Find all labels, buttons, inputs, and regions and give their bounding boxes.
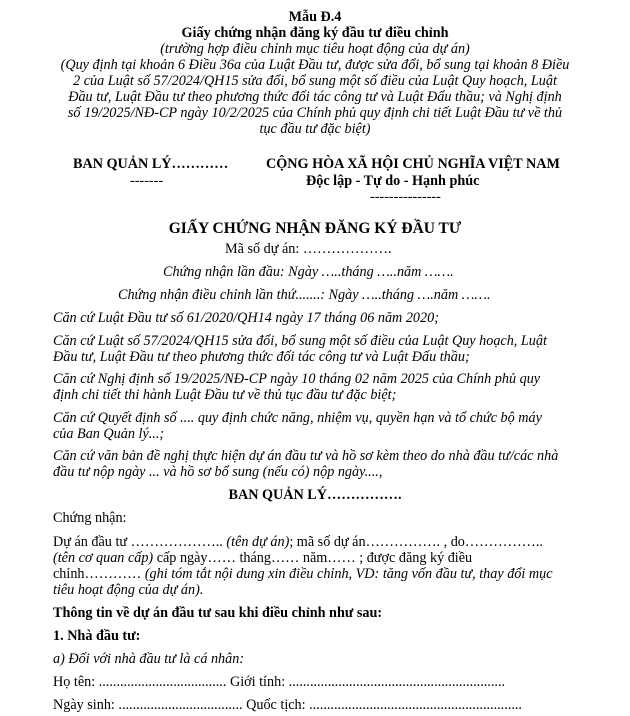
authority-heading: BAN QUẢN LÝ……………. bbox=[228, 487, 402, 503]
national-motto: Độc lập - Tự do - Hạnh phúc bbox=[306, 173, 480, 189]
body-line-2 bbox=[53, 550, 472, 567]
name-gender-field: Họ tên: .................................... Giới tính: ............................................................. bbox=[53, 674, 506, 690]
basis-decision-line-1: Căn cứ Quyết định số .... quy định chức năng, nhiệm vụ, quyền hạn và tổ chức bộ máy bbox=[53, 410, 542, 426]
info-heading: Thông tin về dự án đầu tư sau khi điều chỉnh như sau: bbox=[53, 605, 383, 621]
form-subtitle: (trường hợp điều chỉnh mục tiêu hoạt động của dự án) bbox=[160, 41, 470, 57]
legal-basis-line-4: số 19/2025/NĐ-CP ngày 10/2/2025 của Chính phủ quy định chi tiết Luật Đầu tư về thủ bbox=[67, 105, 563, 121]
body-line-1 bbox=[53, 534, 543, 551]
basis-law-57-line-1: Căn cứ Luật số 57/2024/QH15 sửa đổi, bổ sung một số điều của Luật Quy hoạch, Luật bbox=[53, 333, 547, 349]
adjustment-hint: (ghi tóm tắt nội dung xin điều chỉnh, VD: tăng vốn đầu tư, thay đổi mục bbox=[144, 566, 553, 582]
form-title: Giấy chứng nhận đăng ký đầu tư điều chỉnh bbox=[181, 25, 449, 41]
investor-heading: 1. Nhà đầu tư: bbox=[53, 628, 141, 644]
left-rule: ------- bbox=[130, 173, 164, 189]
certificate-title: GIẤY CHỨNG NHẬN ĐĂNG KÝ ĐẦU TƯ bbox=[168, 220, 462, 237]
legal-basis-line-1: (Quy định tại khoản 6 Điều 36a của Luật Đầu tư, được sửa đổi, bổ sung tại khoản 8 Điều bbox=[60, 57, 570, 73]
issue-date-text: cấp ngày…… tháng…… năm…… ; được đăng ký điều bbox=[153, 550, 473, 566]
basis-decision-line-2: của Ban Quản lý...; bbox=[53, 426, 165, 442]
certifies-label: Chứng nhận: bbox=[53, 510, 127, 526]
issuing-board: BAN QUẢN LÝ………… bbox=[73, 156, 229, 172]
adjustment-date: Chứng nhận điều chỉnh lần thứ.......: Ngày …..tháng ….năm ……. bbox=[118, 287, 491, 303]
right-rule: --------------- bbox=[370, 189, 441, 205]
basis-law-57-line-2: Đầu tư, Luật Đầu tư theo phương thức đối tác công tư và Luật Đấu thầu; bbox=[53, 349, 470, 365]
project-code: Mã số dự án: ………………. bbox=[225, 241, 392, 257]
project-code-issuer: ; mã số dự án……………. , do…………….. bbox=[289, 534, 543, 550]
basis-proposal-line-1: Căn cứ văn bản đề nghị thực hiện dự án đầu tư và hồ sơ kèm theo do nhà đầu tư/các nhà bbox=[53, 448, 559, 464]
project-label: Dự án đầu tư ……………….. bbox=[53, 534, 227, 550]
legal-basis-line-3: Đầu tư, Luật Đầu tư theo phương thức đối tác công tư và Luật Đấu thầu; và Nghị định bbox=[68, 89, 562, 105]
body-line-3 bbox=[53, 566, 553, 583]
first-issue-date: Chứng nhận lần đầu: Ngày …..tháng …..năm ……. bbox=[163, 264, 454, 280]
individual-investor-label: a) Đối với nhà đầu tư là cá nhân: bbox=[53, 651, 245, 667]
dob-nationality-field: Ngày sinh: ................................... Quốc tịch: ............................................................ bbox=[53, 697, 522, 713]
country-name: CỘNG HÒA XÃ HỘI CHỦ NGHĨA VIỆT NAM bbox=[266, 156, 560, 172]
body-line-4: tiêu hoạt động của dự án). bbox=[53, 582, 204, 598]
basis-investment-law: Căn cứ Luật Đầu tư số 61/2020/QH14 ngày 17 tháng 06 năm 2020; bbox=[53, 310, 439, 326]
basis-decree-line-2: định chi tiết thi hành Luật Đầu tư về thủ tục đầu tư đặc biệt; bbox=[53, 387, 397, 403]
legal-basis-line-2: 2 của Luật số 57/2024/QH15 sửa đổi, bổ sung một số điều của Luật Quy hoạch, Luật bbox=[73, 73, 557, 89]
adjustment-label: chỉnh………… bbox=[53, 566, 145, 582]
basis-proposal-line-2: đầu tư nộp ngày ... và hồ sơ bổ sung (nếu có) nộp ngày...., bbox=[53, 464, 383, 480]
project-name-hint: (tên dự án) bbox=[226, 534, 290, 550]
basis-decree-line-1: Căn cứ Nghị định số 19/2025/NĐ-CP ngày 10 tháng 02 năm 2025 của Chính phủ quy bbox=[53, 371, 541, 387]
form-code: Mẫu Đ.4 bbox=[288, 9, 342, 25]
legal-basis-line-5: tục đầu tư đặc biệt) bbox=[259, 121, 371, 137]
issuing-agency-hint: (tên cơ quan cấp) bbox=[53, 550, 154, 566]
